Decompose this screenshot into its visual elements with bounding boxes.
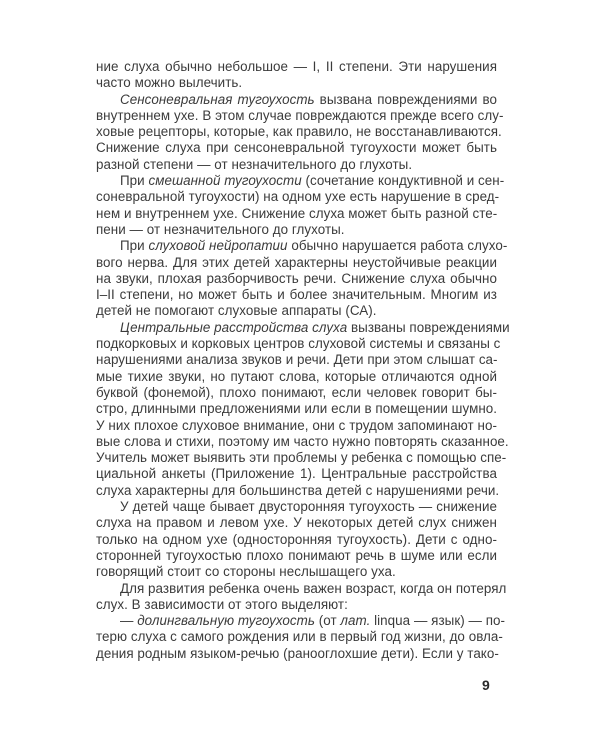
text-run: сторонней тугоухостью плохо понимают речь в шуме или если	[96, 547, 497, 563]
text-line	[96, 597, 497, 613]
text-run: (от	[314, 613, 341, 629]
text-run: При	[120, 173, 149, 189]
paragraph-first-line	[96, 319, 510, 336]
text-line	[96, 629, 503, 645]
italic-term: слуховой нейропатии	[148, 238, 288, 254]
text-line	[96, 157, 497, 173]
text-line	[96, 385, 497, 401]
text-line	[96, 466, 497, 482]
italic-term: долингвальную тугоухость	[137, 613, 315, 629]
text-run: ховые рецепторы, которые, как правило, не восстанавливаются.	[96, 124, 502, 140]
text-line	[96, 287, 497, 303]
text-line	[96, 548, 497, 564]
text-run: вызвана повреждениями во	[314, 91, 497, 107]
page-number: 9	[482, 677, 490, 693]
text-run: вызваны повреждениями	[347, 319, 510, 335]
text-run: детей не помогают слуховые аппараты (СА).	[96, 303, 377, 319]
text-run: —	[120, 613, 138, 629]
text-run: вые слова и стихи, поэтому им часто нужно повторять сказанное.	[96, 433, 509, 449]
text-run: терю слуха с самого рождения или в первый год жизни, до овла-	[96, 629, 503, 645]
text-line	[96, 482, 500, 499]
text-run: При	[120, 238, 149, 254]
text-run: Для развития ребенка очень важен возраст, когда он потерял	[120, 580, 507, 596]
text-run: циальной анкеты (Приложение 1). Центральные расстройства	[96, 466, 497, 482]
text-line	[96, 271, 497, 287]
text-run: нем и внутреннем ухе. Снижение слуха может быть разной сте-	[96, 205, 498, 221]
text-run: вого нерва. Для этих детей характерны неустойчивые реакции	[96, 254, 497, 270]
text-run: linqua — язык) — по-	[370, 613, 506, 629]
text-line	[96, 75, 497, 91]
text-run: соневральной тугоухости) на одном ухе есть нарушение в сред-	[96, 189, 500, 205]
text-line	[96, 206, 497, 222]
text-run: слух. В зависимости от этого выделяют:	[96, 596, 348, 612]
text-run: разной степени — от незначительного до глухоты.	[96, 156, 413, 172]
text-run: стро, длинными предложениями или если в помещении шумно.	[96, 401, 498, 417]
paragraph-first-line	[96, 173, 505, 189]
text-run: I–II степени, но может быть и более значительным. Многим из	[96, 287, 497, 303]
text-run: обычно нарушается работа слухо-	[287, 238, 508, 254]
text-run: пени — от незначительного до глухоты.	[96, 221, 345, 237]
body-text	[96, 59, 510, 662]
paragraph-first-line	[96, 92, 497, 108]
text-run: слуха характерны для большинства детей с нарушениями речи.	[96, 482, 500, 498]
text-run: мые тихие звуки, но путают слова, которые отличаются одной	[96, 368, 497, 384]
text-run: Снижение слуха при сенсоневральной тугоухости может быть	[96, 140, 497, 156]
text-line	[96, 336, 501, 352]
text-line	[96, 124, 502, 140]
text-run: ние слуха обычно небольшое — I, II степени. Эти нарушения	[96, 59, 497, 74]
text-run: подкорковых и корковых центров слуховой системы и связаны с	[96, 336, 501, 352]
text-line	[96, 369, 497, 385]
text-line	[96, 401, 497, 417]
paragraph-first-line	[96, 613, 506, 629]
text-line	[96, 255, 497, 271]
text-line	[96, 418, 497, 434]
text-line	[96, 450, 507, 466]
text-line	[96, 303, 497, 319]
text-line	[96, 515, 497, 531]
text-line	[96, 140, 497, 156]
text-line	[96, 433, 509, 450]
paragraph-first-line	[96, 238, 508, 254]
text-run: часто можно вылечить.	[96, 75, 243, 91]
text-line	[96, 222, 497, 238]
italic-term: Центральные расстройства слуха	[120, 319, 348, 335]
italic-term: Сенсоневральная тугоухость	[120, 91, 315, 107]
text-run: У них плохое слуховое внимание, они с трудом запоминают но-	[96, 417, 497, 433]
text-line	[96, 564, 497, 580]
text-run: слуха на правом и левом ухе. У некоторых детей слух снижен	[96, 515, 497, 531]
text-line	[96, 107, 504, 124]
italic-term: смешанной тугоухости	[148, 173, 302, 189]
text-run: нарушениями анализа звуков и речи. Дети при этом слышат са-	[96, 352, 498, 368]
text-line	[96, 352, 497, 368]
text-line	[96, 189, 500, 205]
text-run: буквой (фонемой), плохо понимают, если человек говорит бы-	[96, 384, 497, 400]
text-run: дения родным языком-речью (ранооглохшие дети). Если у тако-	[96, 645, 499, 661]
text-line	[96, 59, 497, 75]
paragraph-first-line	[96, 499, 497, 515]
text-line	[96, 646, 497, 662]
text-run: на звуки, плохая разборчивость речи. Снижение слуха обычно	[96, 270, 497, 286]
text-line	[96, 532, 497, 548]
text-run: говорящий стоит со стороны неслышащего уха.	[96, 564, 396, 580]
text-run: внутреннем ухе. В этом случае повреждаются прежде всего слу-	[96, 107, 504, 123]
text-run: У детей чаще бывает двусторонняя тугоухость — снижение	[120, 499, 497, 515]
italic-term: лат.	[340, 613, 371, 629]
text-run: только на одном ухе (односторонняя тугоухость). Дети с одно-	[96, 531, 497, 547]
text-run: (сочетание кондуктивной и сен-	[301, 173, 505, 189]
text-run: Учитель может выявить эти проблемы у ребенка с помощью спе-	[96, 450, 507, 466]
paragraph-first-line	[96, 580, 507, 597]
